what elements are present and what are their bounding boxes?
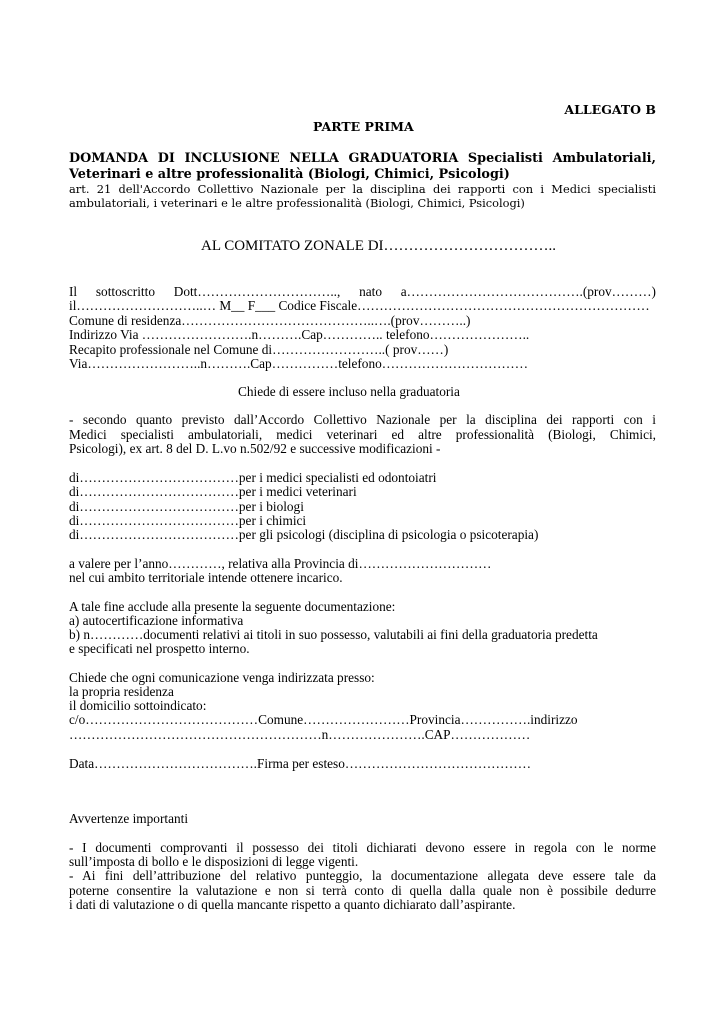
field-dott: Dott………………………….., xyxy=(173,284,341,299)
title-line-1: DOMANDA DI INCLUSIONE NELLA GRADUATORIA Specialisti Ambulatoriali, xyxy=(69,151,656,166)
data-firma-line: Data……………………………….Firma per esteso…………………………………… xyxy=(69,756,532,771)
documentazione-item-b-line-1: b) n…………documenti relativi ai titoli in suo possesso, valutabili ai fini della graduatoria predetta xyxy=(69,627,598,642)
graduatoria-item-specialisti: di………………………………per i medici specialisti ed odontoiatri xyxy=(69,470,437,485)
secondo-line-1: - secondo quanto previsto dall’Accordo Collettivo Nazionale per la disciplina dei rapporti con i xyxy=(69,412,656,427)
comunicazione-intro: Chiede che ogni comunicazione venga indirizzata presso: xyxy=(69,670,375,685)
word-il: Il xyxy=(69,284,78,299)
documentazione-intro: A tale fine acclude alla presente la seguente documentazione: xyxy=(69,599,396,614)
avvertenze-title: Avvertenze importanti xyxy=(69,811,189,826)
allegato-label: ALLEGATO B xyxy=(564,102,656,117)
title-line-2: Veterinari e altre professionalità (Biologi, Chimici, Psicologi) xyxy=(69,167,510,182)
avvertenze-p2-line-2: poterne consentire la valutazione e non si terrà conto di quella dalla quale non è possibile dedurre xyxy=(69,883,656,898)
documentazione-item-a: a) autocertificazione informativa xyxy=(69,613,244,628)
comunicazione-option-residenza: la propria residenza xyxy=(69,684,174,699)
comunicazione-address-line-1: c/o…………………………………Comune……………………Provincia…………….indirizzo xyxy=(69,712,578,727)
avvertenze-p1-line-2: sull’imposta di bollo e le disposizioni di legge vigenti. xyxy=(69,854,359,869)
word-sottoscritto: sottoscritto xyxy=(95,284,155,299)
secondo-line-3: Psicologi), ex art. 8 del D. L.vo n.502/92 e successive modificazioni - xyxy=(69,441,441,456)
anno-line-2: nel cui ambito territoriale intende ottenere incarico. xyxy=(69,570,343,585)
field-luogo-prov: a………………………………….(prov………) xyxy=(400,284,656,299)
graduatoria-item-veterinari: di………………………………per i medici veterinari xyxy=(69,484,357,499)
art-line-2: ambulatoriali, i veterinari e le altre professionalità (Biologi, Chimici, Psicologi) xyxy=(69,196,525,210)
chiede-heading: Chiede di essere incluso nella graduatoria xyxy=(238,384,460,399)
word-nato: nato xyxy=(359,284,382,299)
comunicazione-option-domicilio: il domicilio sottoindicato: xyxy=(69,698,207,713)
avvertenze-p2-line-1: - Ai fini dell’attribuzione del relativo punteggio, la documentazione allegata deve essere tale da xyxy=(69,868,656,883)
anagrafica-line-5: Recapito professionale nel Comune di……………………..( prov……) xyxy=(69,342,449,357)
parte-label: PARTE PRIMA xyxy=(313,119,414,134)
comitato-heading: AL COMITATO ZONALE DI…………………………….. xyxy=(201,238,557,254)
anagrafica-line-4: Indirizzo Via …………………….n……….Cap………….. telefono………………….. xyxy=(69,327,530,342)
graduatoria-item-psicologi: di………………………………per gli psicologi (disciplina di psicologia o psicoterapia) xyxy=(69,527,539,542)
graduatoria-item-biologi: di………………………………per i biologi xyxy=(69,499,304,514)
documentazione-item-b-line-2: e specificati nel prospetto interno. xyxy=(69,641,250,656)
avvertenze-p1-line-1: - I documenti comprovanti il possesso dei titoli dichiarati devono essere in regola con le norme xyxy=(69,840,656,855)
avvertenze-p2-line-3: i dati di valutazione o di quella mancante rispetto a quanto dichiarato dall’aspirante. xyxy=(69,897,516,912)
secondo-line-2: Medici specialisti ambulatoriali, medici veterinari ed altre professionalità (Biologi, Chimici, xyxy=(69,427,656,442)
art-line-1: art. 21 dell'Accordo Collettivo Nazionale per la disciplina dei rapporti con i Medici specialisti xyxy=(69,182,656,196)
anagrafica-line-2: il………………………..… M__ F___ Codice Fiscale………………………………………………………… xyxy=(69,298,650,313)
anagrafica-line-3: Comune di residenza……………………………………..….(prov………..) xyxy=(69,313,471,328)
anno-line-1: a valere per l’anno…………, relativa alla Provincia di………………………… xyxy=(69,556,492,571)
graduatoria-item-chimici: di………………………………per i chimici xyxy=(69,513,307,528)
comunicazione-address-line-2: …………………………………………………n………………….CAP……………… xyxy=(69,727,531,742)
anagrafica-line-6: Via……………………..n……….Cap……………telefono…………………………… xyxy=(69,356,529,371)
